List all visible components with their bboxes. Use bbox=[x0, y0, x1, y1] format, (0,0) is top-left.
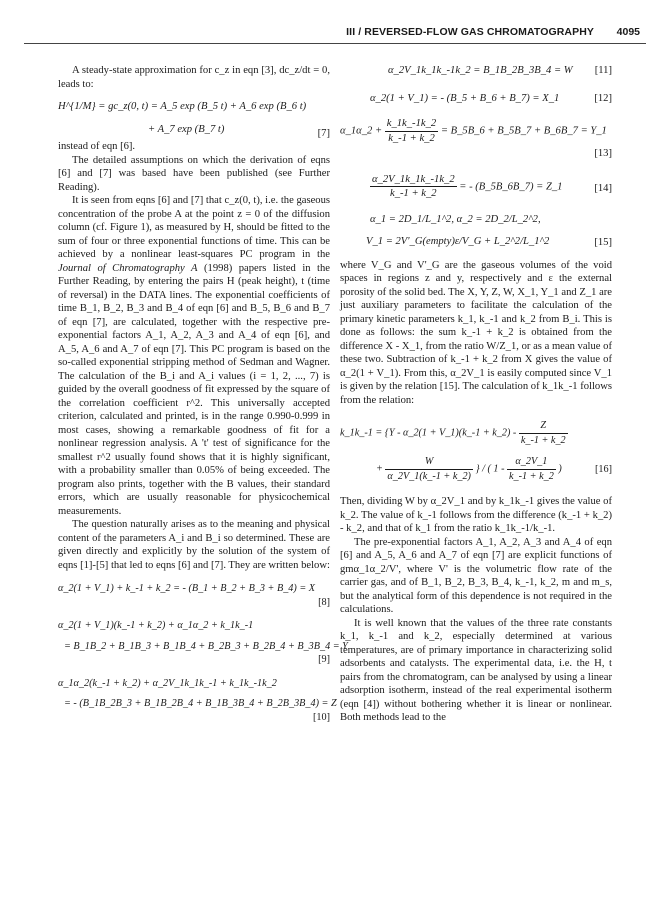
equation-number: [7] bbox=[317, 128, 330, 139]
equation-16-lhs: k_1k_-1 = {Y - α_2(1 + V_1)(k_-1 + k_2) - bbox=[340, 427, 517, 439]
equation-15 bbox=[340, 213, 612, 249]
equation-15-line-1: α_1 = 2D_1/L_1^2, α_2 = 2D_2/L_2^2, bbox=[370, 213, 541, 225]
paragraph-text: It is seen from eqns [6] and [7] that c_z(0, t), i.e. the gaseous concentration of the probe A at the point z = 0 of the diffusion column (cf. Figure 1), as measured by H, should be fitted to the sum of four or three exponential functions of time. This can be achieved by a nonlinear least-squares PC program in the bbox=[58, 195, 330, 260]
paragraph-definitions: where V_G and V'_G are the gaseous volumes of the void spaces in regions z and y, respectively and ε the external porosity of the solid bed. The X, Y, Z, W, X_1, Y_1 and Z_1 are just auxiliary parameters to facilitate the calculation of the primary kinetic parameters k_1, k_-1 and k_2 from B_i. This is done as follows: the sum k_-1 + k_2 is obtained from the difference X - X_1, from the ratio W/Z_1, or as a mean value of these two. Subtraction of k_-1 + k_2 from X gives the value of α_2(1 + V_1). From this, α_2V_1 is easily computed since V_1 is given by the relation [15]. The calculation of k_1k_-1 follows from the relation: bbox=[340, 259, 612, 406]
fraction-denominator: k_-1 + k_2 bbox=[520, 434, 566, 446]
paragraph: It is well known that the values of the three rate constants k_1, k_-1 and k_2, especially determined at various temperatures, are of primary importance in characterizing solid adsorbents and catalysts. The experimental data, i.e. the H, t pairs from the chromatogram, can be analysed by using a linear adsorption isotherm, instead of the real experimental isotherm (eqn [4]) without bothering whether it is linear or nonlinear. Both methods lead to the bbox=[340, 617, 612, 723]
paragraph: Then, dividing W by α_2V_1 and by k_1k_-1 gives the value of k_2. The value of k_-1 follows from the difference (k_-1 + k_2) - k_2, and that of k_1 from the ratio k_1k_-1/k_-1. bbox=[340, 496, 612, 534]
fraction-numerator: α_2V_1 bbox=[507, 455, 556, 470]
equation-11 bbox=[340, 64, 612, 78]
equation-11-line: α_2V_1k_1k_-1k_2 = B_1B_2B_3B_4 = W bbox=[388, 65, 573, 76]
journal-title: Journal of Chromatography A bbox=[58, 262, 198, 274]
equation-13-rhs: = B_5B_6 + B_5B_7 + B_6B_7 = Y_1 bbox=[440, 125, 607, 137]
equation-9-line-2: = B_1B_2 + B_1B_3 + B_1B_4 + B_2B_3 + B_2B_4 + B_3B_4 = Y bbox=[64, 640, 348, 652]
paragraph: The question naturally arises as to the meaning and physical content of the parameters A_i and B_i so determined. These are given directly and explicitly by the solution of the system of eqns [1]-[5] that led to eqns [6] and [7]. They are written below: bbox=[58, 519, 330, 571]
paragraph: The detailed assumptions on which the derivation of eqns [6] and [7] was based have been published (see Further Reading). bbox=[58, 154, 330, 193]
equation-8-line: α_2(1 + V_1) + k_-1 + k_2 = - (B_1 + B_2 + B_3 + B_4) = X bbox=[58, 583, 315, 594]
equation-7-line-1: H^{1/M} = gc_z(0, t) = A_5 exp (B_5 t) + A_6 exp (B_6 t) bbox=[58, 101, 307, 112]
paragraph-steady-state: A steady-state approximation for c_z in eqn [3], dc_z/dt = 0, leads to: bbox=[58, 65, 330, 90]
equation-number: [10] bbox=[313, 711, 330, 723]
fraction-denominator: α_2V_1(k_-1 + k_2) bbox=[387, 470, 471, 482]
equation-12 bbox=[340, 92, 612, 106]
equation-9 bbox=[58, 619, 348, 667]
left-column bbox=[58, 64, 348, 724]
equation-16-divisor: } / ( 1 - bbox=[475, 463, 505, 475]
fraction bbox=[370, 173, 457, 201]
equation-12-line: α_2(1 + V_1) = - (B_5 + B_6 + B_7) = X_1 bbox=[370, 92, 560, 104]
equation-number: [15] bbox=[594, 236, 612, 248]
fraction-denominator: k_-1 + k_2 bbox=[390, 188, 437, 199]
fraction bbox=[507, 455, 556, 483]
equation-15-line-2: V_1 = 2V'_G(empty)ε/V_G + L_2^2/L_1^2 bbox=[366, 236, 550, 247]
equation-16-line-1 bbox=[340, 419, 612, 447]
closing-paren: ) bbox=[558, 463, 562, 475]
equation-16 bbox=[340, 419, 612, 483]
running-title: III / REVERSED-FLOW GAS CHROMATOGRAPHY bbox=[346, 26, 594, 38]
equation-13-line bbox=[340, 117, 612, 145]
equation-14 bbox=[340, 173, 612, 201]
equation-number: [11] bbox=[594, 65, 612, 76]
equation-7-line-2: + A_7 exp (B_7 t) bbox=[148, 123, 225, 135]
plus-sign: + bbox=[376, 463, 383, 475]
fraction bbox=[385, 117, 438, 145]
equation-13 bbox=[340, 117, 612, 161]
equation-number: [16] bbox=[595, 464, 612, 475]
fraction-denominator: k_-1 + k_2 bbox=[388, 132, 435, 144]
page-number: 4095 bbox=[616, 26, 640, 38]
equation-16-line-2 bbox=[340, 455, 612, 483]
equation-14-rhs: = - (B_5B_6B_7) = Z_1 bbox=[459, 180, 563, 192]
paragraph-text: (1998) papers listed in the Further Reading, by entering the pairs H (peak height), t (time of reversal) in the DATA lines. The exponential coefficients of time B_1, B_2, B_3 and B_4 of eqn [6] and B_5, B_6 and B_7 of eqn [7], are calculated, together with the respective pre-exponential factors A_1, A_2, A_3 and A_4 of eqn [6], and A_5, A_6 and A_7 of eqn [7]. This PC program is based on the so-called exponential stripping method of Sedman and Wagner. The calculation of the B_i and A_i values (i = 1, 2, ..., 7) is guided by the overall goodness of fit expressed by the square of the correlation coefficient r^2. This universally accepted criterion, calculated and printed, is in the range 0.990-0.999 in most cases, showing a remarkable goodness of fit for a nonlinear regression analysis. A 't' test of significance for the smallest r^2 usually found shows that it is highly significant, with a probability smaller than 0.05% of being exceeded. The program also prints, together with the B values, their standard errors, which are usually reasonable for physicochemical measurements. bbox=[58, 262, 331, 517]
equation-13-lhs: α_1α_2 + bbox=[340, 125, 383, 137]
fraction-numerator: α_2V_1k_1k_-1k_2 bbox=[370, 173, 457, 188]
fraction bbox=[385, 455, 473, 483]
equation-9-line-1: α_2(1 + V_1)(k_-1 + k_2) + α_1α_2 + k_1k_-1 bbox=[58, 620, 254, 631]
running-header bbox=[24, 25, 646, 44]
equation-10-line-2: = - (B_1B_2B_3 + B_1B_2B_4 + B_1B_3B_4 + B_2B_3B_4) = Z bbox=[64, 698, 337, 709]
equation-number: [13] bbox=[594, 148, 612, 159]
paragraph: instead of eqn [6]. bbox=[58, 141, 136, 152]
equation-number: [8] bbox=[318, 596, 330, 608]
fraction bbox=[519, 419, 568, 447]
fraction-denominator: k_-1 + k_2 bbox=[509, 470, 554, 482]
fraction-numerator: Z bbox=[519, 419, 568, 434]
equation-8 bbox=[58, 582, 330, 609]
equation-10-line-1: α_1α_2(k_-1 + k_2) + α_2V_1k_1k_-1 + k_1k_-1k_2 bbox=[58, 677, 277, 689]
equation-14-line bbox=[370, 173, 612, 201]
paragraph-fitting bbox=[58, 194, 330, 518]
equation-7 bbox=[58, 100, 330, 139]
paragraph: The pre-exponential factors A_1, A_2, A_3 and A_4 of eqn [6] and A_5, A_6 and A_7 of eqn [7] are explicit functions of gmα_1α_2/V', where V' is the volumetric flow rate of the carrier gas, and of B_1, B_2, B_3, B_4, k_-1, k_2, m and m_s, but the analytical form of this dependence is not required in the calculations. bbox=[340, 536, 612, 615]
equation-number: [14] bbox=[594, 182, 612, 194]
fraction-numerator: k_1k_-1k_2 bbox=[385, 117, 438, 132]
equation-number: [12] bbox=[594, 92, 612, 104]
right-column bbox=[340, 64, 612, 725]
fraction-numerator: W bbox=[385, 455, 473, 470]
equation-10 bbox=[58, 677, 337, 725]
equation-number: [9] bbox=[318, 654, 330, 665]
